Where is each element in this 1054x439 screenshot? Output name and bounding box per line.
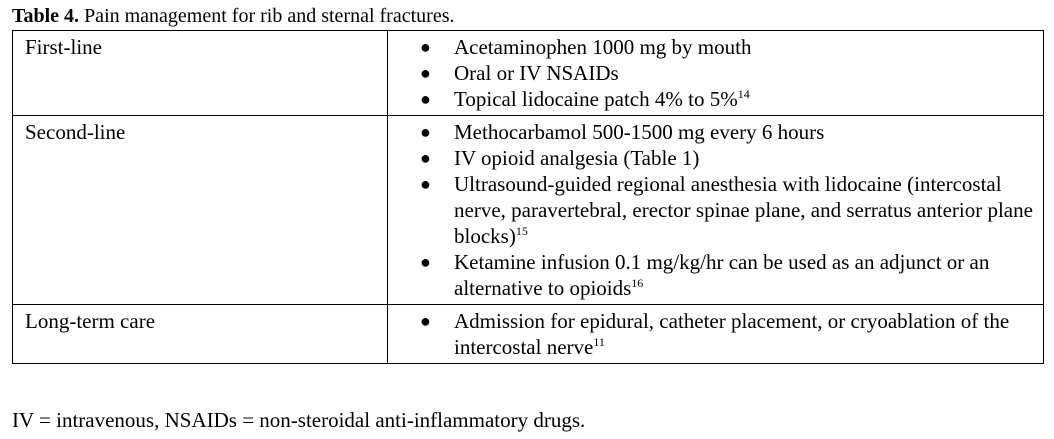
list-item xyxy=(420,119,1037,145)
item-text: Oral or IV NSAIDs xyxy=(454,61,619,85)
item-text: Admission for epidural, catheter placement, or cryoablation of the intercostal nerve xyxy=(454,309,1010,359)
table-footnote: IV = intravenous, NSAIDs = non-steroidal anti-inflammatory drugs. xyxy=(12,408,586,432)
table-caption-label: Table 4. xyxy=(12,5,80,27)
item-text: Ketamine infusion 0.1 mg/kg/hr can be used as an adjunct or an alternative to opioids xyxy=(454,250,990,300)
list-item xyxy=(420,308,1037,360)
items-cell xyxy=(388,116,1044,305)
list-item xyxy=(420,60,1037,86)
items-cell xyxy=(388,305,1044,364)
bullet-list xyxy=(400,34,1037,112)
items-cell xyxy=(388,31,1044,116)
bullet-icon: ● xyxy=(420,63,431,83)
category-cell: Second-line xyxy=(13,116,388,305)
bullet-icon: ● xyxy=(420,148,431,168)
table-row xyxy=(13,31,1044,116)
reference-number: 11 xyxy=(593,335,605,349)
bullet-icon: ● xyxy=(420,122,431,142)
pain-management-table xyxy=(12,30,1044,364)
list-item xyxy=(420,34,1037,60)
list-item xyxy=(420,86,1037,112)
bullet-list xyxy=(400,119,1037,301)
list-item xyxy=(420,249,1037,301)
item-text: IV opioid analgesia (Table 1) xyxy=(454,146,700,170)
item-text: Topical lidocaine patch 4% to 5% xyxy=(454,87,738,111)
bullet-icon: ● xyxy=(420,174,431,194)
item-text: Methocarbamol 500-1500 mg every 6 hours xyxy=(454,120,825,144)
item-text: Ultrasound-guided regional anesthesia with lidocaine (intercostal nerve, paravertebral, erector spinae plane, and serratus anterior plane blocks) xyxy=(454,172,1033,248)
table-caption-text: Pain management for rib and sternal fractures. xyxy=(84,5,455,27)
table-caption xyxy=(12,4,454,28)
reference-number: 16 xyxy=(631,276,644,290)
bullet-list xyxy=(400,308,1037,360)
category-cell: Long-term care xyxy=(13,305,388,364)
item-text: Acetaminophen 1000 mg by mouth xyxy=(454,35,752,59)
bullet-icon: ● xyxy=(420,89,431,109)
table-row xyxy=(13,116,1044,305)
bullet-icon: ● xyxy=(420,37,431,57)
reference-number: 14 xyxy=(737,87,750,101)
reference-number: 15 xyxy=(515,224,528,238)
list-item xyxy=(420,171,1037,249)
table-row xyxy=(13,305,1044,364)
bullet-icon: ● xyxy=(420,311,431,331)
bullet-icon: ● xyxy=(420,252,431,272)
list-item xyxy=(420,145,1037,171)
category-cell: First-line xyxy=(13,31,388,116)
